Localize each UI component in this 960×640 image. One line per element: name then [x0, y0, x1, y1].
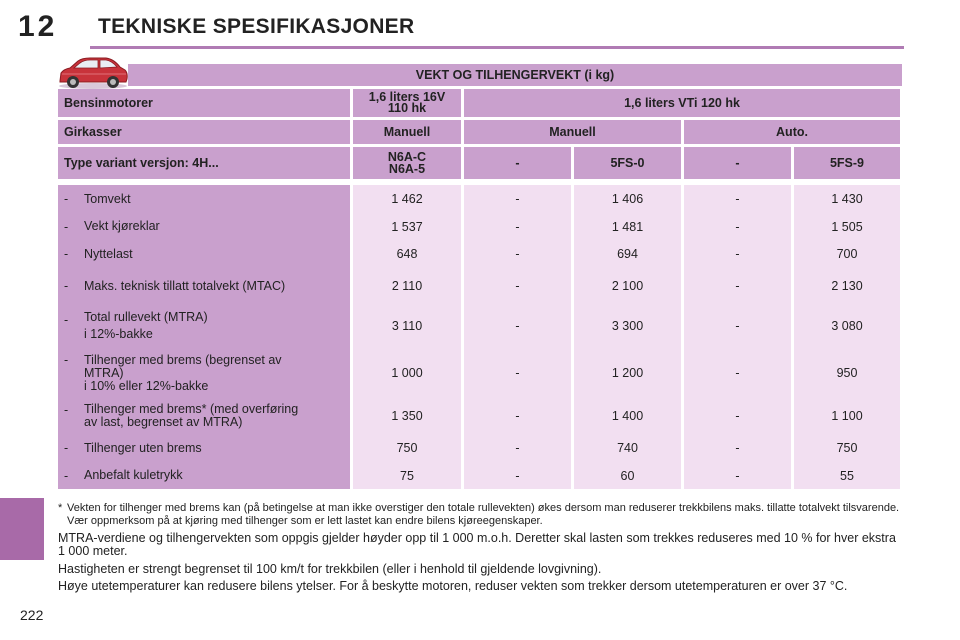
row-value: 740 [574, 434, 681, 462]
car-icon [56, 55, 130, 91]
footnote-mark: * [58, 502, 63, 514]
page-number: 222 [20, 607, 44, 623]
variant-label: Type variant versjon: 4H... [58, 147, 350, 179]
row-value: - [464, 185, 571, 213]
row-value: 1 537 [353, 213, 461, 240]
row-label [58, 398, 350, 434]
row-label [58, 462, 350, 489]
table-row [58, 348, 902, 398]
row-label-text: Total rullevekt (MTRA) [84, 310, 208, 324]
row-value: 1 350 [353, 398, 461, 434]
row-value: - [464, 213, 571, 240]
row-value: - [684, 348, 791, 398]
chapter-tab [0, 498, 44, 560]
row-label-text: Anbefalt kuletrykk [84, 468, 183, 482]
row-value: 700 [794, 240, 900, 268]
row-dash: - [64, 279, 69, 293]
row-value: 1 406 [574, 185, 681, 213]
weight-table [58, 89, 902, 489]
row-label [58, 348, 350, 398]
table-row [58, 213, 902, 240]
table-row [58, 398, 902, 434]
table-row [58, 240, 902, 268]
gearbox-1: Manuell [353, 120, 461, 144]
row-value: 2 100 [574, 268, 681, 304]
footnote [58, 502, 904, 528]
row-dash: - [64, 353, 69, 367]
row-label-text: i 12%-bakke [84, 327, 153, 341]
variant-1 [353, 147, 461, 179]
row-value: - [684, 240, 791, 268]
row-value: 1 200 [574, 348, 681, 398]
row-label-text: i 10% eller 12%-bakke [84, 378, 209, 393]
row-value: - [464, 304, 571, 348]
row-value: - [684, 304, 791, 348]
row-value: 3 300 [574, 304, 681, 348]
row-value: 1 000 [353, 348, 461, 398]
paragraph-speed: Hastigheten er strengt begrenset til 100 km/t for trekkbilen (eller i henhold til gjeldende lovgivning). [58, 562, 602, 576]
engine-16v [353, 89, 461, 117]
row-value: - [464, 268, 571, 304]
row-value: 55 [794, 462, 900, 489]
row-label [58, 213, 350, 240]
row-value: 60 [574, 462, 681, 489]
row-value: 750 [353, 434, 461, 462]
variant-3: 5FS-0 [574, 147, 681, 179]
row-value: - [684, 213, 791, 240]
page-title: TEKNISKE SPESIFIKASJONER [98, 15, 415, 38]
gearbox-label: Girkasser [58, 120, 350, 144]
row-label [58, 304, 350, 348]
table-row [58, 462, 902, 489]
engine-vti: 1,6 liters VTi 120 hk [464, 89, 900, 117]
variant-1-line-1: N6A-C [387, 150, 427, 164]
row-value: - [684, 398, 791, 434]
table-row [58, 304, 902, 348]
chapter-number: 12 [18, 10, 58, 43]
row-dash: - [64, 468, 69, 483]
row-value: 1 505 [794, 213, 900, 240]
row-dash: - [64, 403, 69, 417]
paragraph-mtra: MTRA-verdiene og tilhengervekten som oppgis gjelder høyder opp til 1 000 m.o.h. Deretter skal lasten som trekkes reduseres med 10 % for hver ekstra 1 000 meter. [58, 531, 896, 558]
table-row [58, 268, 902, 304]
row-label [58, 434, 350, 462]
variant-1-line-2: N6A-5 [388, 162, 426, 176]
row-label-text: av last, begrenset av MTRA) [84, 415, 243, 429]
row-label [58, 268, 350, 304]
row-value: 950 [794, 348, 900, 398]
row-value: - [464, 462, 571, 489]
row-value: - [464, 398, 571, 434]
row-label-text: Tilhenger med brems* (med overføring [84, 402, 299, 416]
row-value: 3 110 [353, 304, 461, 348]
row-dash: - [64, 219, 69, 234]
row-value: - [464, 240, 571, 268]
table-row [58, 434, 902, 462]
row-label [58, 185, 350, 213]
gearbox-row [58, 120, 902, 147]
variant-2: - [464, 147, 571, 179]
variant-row [58, 147, 902, 182]
row-label-text: Nyttelast [84, 246, 133, 261]
row-label-text: Tilhenger med brems (begrenset av [84, 352, 282, 367]
paragraph-temperature: Høye utetemperaturer kan redusere bilens ytelser. For å beskytte motoren, reduser vekten som trekker dersom utetemperaturen er over 37 °C. [58, 579, 848, 593]
footnote-text: Vekten for tilhenger med brems kan (på betingelse at man ikke overstiger den totale rullevekten) økes dersom man reduserer trekkbilens maks. tillatte totalvekt tilsvarende. Vær oppmerksom på at kjøring med tilhenger som er lett lastet kan endre bilens kjøreegenskaper. [67, 502, 900, 527]
table-row [58, 185, 902, 213]
engines-label: Bensinmotorer [58, 89, 350, 117]
row-value: 2 110 [353, 268, 461, 304]
row-value: 75 [353, 462, 461, 489]
engine-16v-line-2: 110 hk [387, 101, 427, 115]
row-label-text: Vekt kjøreklar [84, 219, 160, 233]
row-value: - [684, 434, 791, 462]
row-value: - [464, 434, 571, 462]
row-dash: - [64, 192, 69, 206]
title-rule [90, 46, 904, 49]
row-label [58, 240, 350, 268]
row-value: 1 400 [574, 398, 681, 434]
row-dash: - [64, 247, 69, 261]
row-label-text: Tilhenger uten brems [84, 440, 202, 455]
row-value: 648 [353, 240, 461, 268]
row-value: 1 481 [574, 213, 681, 240]
row-value: 1 100 [794, 398, 900, 434]
row-value: - [684, 185, 791, 213]
row-value: 750 [794, 434, 900, 462]
row-dash: - [64, 441, 69, 455]
row-label-text: Tomvekt [84, 191, 131, 206]
table-title: VEKT OG TILHENGERVEKT (i kg) [128, 64, 902, 86]
row-value: 3 080 [794, 304, 900, 348]
row-label-text: MTRA) [84, 365, 124, 380]
row-value: 1 430 [794, 185, 900, 213]
row-value: - [684, 268, 791, 304]
variant-4: - [684, 147, 791, 179]
engines-row [58, 89, 902, 120]
gearbox-2: Manuell [464, 120, 681, 144]
row-dash: - [64, 313, 69, 327]
engine-16v-line-1: 1,6 liters 16V [368, 90, 446, 104]
row-value: 694 [574, 240, 681, 268]
row-label-text: Maks. teknisk tillatt totalvekt (MTAC) [84, 278, 286, 293]
row-value: 2 130 [794, 268, 900, 304]
row-value: - [464, 348, 571, 398]
gearbox-3: Auto. [684, 120, 900, 144]
variant-5: 5FS-9 [794, 147, 900, 179]
row-value: 1 462 [353, 185, 461, 213]
row-value: - [684, 462, 791, 489]
